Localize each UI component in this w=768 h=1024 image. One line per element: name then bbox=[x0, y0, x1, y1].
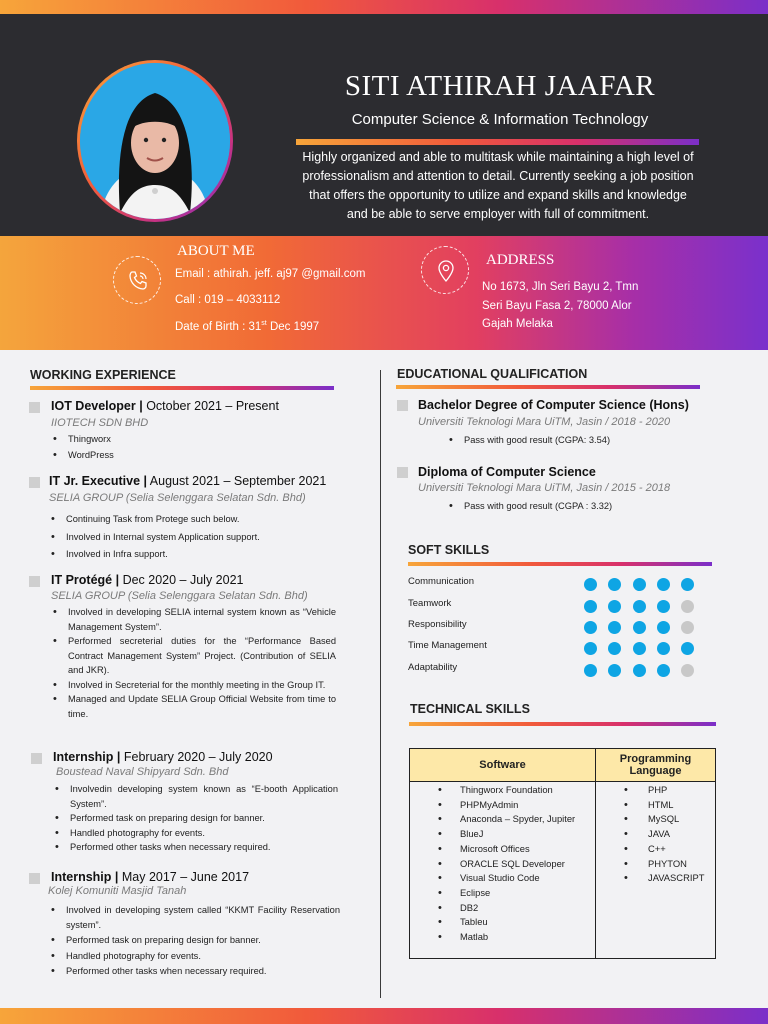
skill-name: Responsibility bbox=[408, 619, 467, 630]
job-company: SELIA GROUP (Selia Selenggara Selatan Sdn. Bhd) bbox=[49, 492, 306, 504]
address-line-1: No 1673, Jln Seri Bayu 2, Tmn bbox=[482, 281, 639, 293]
language-item: • JAVA bbox=[596, 827, 715, 842]
job-marker bbox=[29, 576, 40, 587]
bottom-accent-bar bbox=[0, 1008, 768, 1024]
profile-photo bbox=[80, 63, 230, 219]
list-item: • Managed and Update SELIA Group Official Website from time to time. bbox=[50, 692, 336, 721]
list-item: • WordPress bbox=[50, 448, 330, 464]
education-marker bbox=[397, 467, 408, 478]
column-divider bbox=[380, 370, 381, 998]
job-duties bbox=[52, 782, 338, 855]
phone-text: Call : 019 – 4033112 bbox=[175, 294, 281, 306]
address-line-3: Gajah Melaka bbox=[482, 318, 553, 330]
dob-suffix: Dec 1997 bbox=[266, 320, 320, 333]
skill-dot-filled bbox=[584, 621, 597, 634]
skill-name: Teamwork bbox=[408, 598, 452, 609]
list-item: • Performed task on preparing design for banner. bbox=[48, 933, 340, 948]
language-item: • HTML bbox=[596, 798, 715, 813]
skill-name: Adaptability bbox=[408, 662, 458, 673]
dob-sup: st bbox=[261, 320, 267, 327]
soft-skills-title: SOFT SKILLS bbox=[408, 543, 490, 557]
job-duties bbox=[50, 605, 336, 721]
job-period: Dec 2020 – July 2021 bbox=[119, 573, 244, 587]
software-item: • PHPMyAdmin bbox=[410, 798, 595, 813]
software-item: • Visual Studio Code bbox=[410, 871, 595, 886]
list-item: • Thingworx bbox=[50, 432, 330, 448]
software-item: • BlueJ bbox=[410, 827, 595, 842]
education-results bbox=[446, 499, 696, 514]
job-title bbox=[51, 573, 243, 587]
job-title bbox=[51, 870, 249, 884]
job-role: Internship | bbox=[53, 750, 121, 764]
language-item: • MySQL bbox=[596, 812, 715, 827]
job-role: IT Protégé | bbox=[51, 573, 120, 587]
software-item: • Matlab bbox=[410, 930, 595, 945]
education-marker bbox=[397, 400, 408, 411]
list-item: • Continuing Task from Protege such below. bbox=[48, 511, 338, 529]
programming-language-header: Programming Language bbox=[596, 749, 716, 782]
software-item: • Thingworx Foundation bbox=[410, 783, 595, 798]
software-item: • DB2 bbox=[410, 901, 595, 916]
language-cell bbox=[596, 782, 716, 959]
skill-dot-filled bbox=[608, 621, 621, 634]
list-item: • Handled photography for events. bbox=[52, 826, 338, 841]
section-accent-bar bbox=[30, 386, 334, 390]
skill-dot-filled bbox=[633, 600, 646, 613]
top-accent-bar bbox=[0, 0, 768, 14]
working-experience-title: WORKING EXPERIENCE bbox=[30, 368, 176, 382]
skill-dot-empty bbox=[681, 664, 694, 677]
job-duties bbox=[50, 432, 330, 463]
skill-dot-filled bbox=[657, 621, 670, 634]
list-item: • Involved in developing system called “KKMT Facility Reservation system”. bbox=[48, 903, 340, 933]
job-marker bbox=[29, 477, 40, 488]
technical-skills-title: TECHNICAL SKILLS bbox=[410, 702, 530, 716]
skill-dot-filled bbox=[584, 578, 597, 591]
skill-name: Time Management bbox=[408, 640, 487, 651]
skill-dot-filled bbox=[633, 621, 646, 634]
skill-dot-filled bbox=[657, 664, 670, 677]
about-me-label: ABOUT ME bbox=[177, 243, 255, 259]
list-item: • Pass with good result (CGPA : 3.32) bbox=[446, 499, 696, 514]
job-title bbox=[49, 474, 326, 488]
skill-dot-filled bbox=[657, 600, 670, 613]
list-item: • Involvedin developing system known as “E-booth Application System”. bbox=[52, 782, 338, 811]
skill-dot-filled bbox=[608, 578, 621, 591]
education-title: EDUCATIONAL QUALIFICATION bbox=[397, 367, 588, 381]
contact-band bbox=[0, 236, 768, 350]
school-name: Universiti Teknologi Mara UiTM, Jasin / 2015 - 2018 bbox=[418, 482, 671, 494]
software-item: • Anaconda – Spyder, Jupiter bbox=[410, 812, 595, 827]
skill-dot-empty bbox=[681, 621, 694, 634]
profession-subtitle: Computer Science & Information Technology bbox=[351, 111, 649, 128]
profile-summary: Highly organized and able to multitask while maintaining a high level of professionalism and attention to detail. Currently seeking a job position that offers the opportunity to utilize and expand skills and knowledge and be able to serve employer with full of commitment. bbox=[302, 150, 694, 221]
language-item: • JAVASCRIPT bbox=[596, 871, 715, 886]
education-results bbox=[446, 433, 696, 448]
language-list bbox=[596, 783, 715, 886]
section-accent-bar bbox=[396, 385, 700, 389]
software-item: • Microsoft Offices bbox=[410, 842, 595, 857]
school-name: Universiti Teknologi Mara UiTM, Jasin / 2018 - 2020 bbox=[418, 416, 671, 428]
job-company: SELIA GROUP (Selia Selenggara Selatan Sdn. Bhd) bbox=[51, 590, 308, 602]
skill-dot-filled bbox=[633, 664, 646, 677]
job-role: IOT Developer | bbox=[51, 399, 143, 413]
header bbox=[0, 14, 768, 236]
job-title bbox=[51, 399, 279, 413]
section-accent-bar bbox=[408, 562, 712, 566]
list-item: • Involved in developing SELIA internal system known as “Vehicle Management System”. bbox=[50, 605, 336, 634]
address-label: ADDRESS bbox=[486, 252, 555, 268]
skill-dot-filled bbox=[681, 578, 694, 591]
skill-dot-filled bbox=[657, 578, 670, 591]
list-item: • Handled photography for events. bbox=[48, 949, 340, 964]
full-name: SITI ATHIRAH JAAFAR bbox=[344, 70, 656, 102]
degree-title bbox=[418, 398, 689, 412]
email-text: Email : athirah. jeff. aj97 @gmail.com bbox=[175, 268, 366, 280]
profile-photo-frame bbox=[77, 60, 233, 222]
degree-title bbox=[418, 465, 596, 479]
degree-name: Diploma of Computer Science bbox=[418, 465, 596, 479]
language-item: • PHYTON bbox=[596, 857, 715, 872]
job-marker bbox=[31, 753, 42, 764]
job-company: IIOTECH SDN BHD bbox=[51, 417, 149, 429]
job-role: Internship | bbox=[51, 870, 119, 884]
list-item: • Involved in Secreterial for the monthly meeting in the Group IT. bbox=[50, 678, 336, 693]
skill-dot-filled bbox=[584, 600, 597, 613]
job-title bbox=[53, 750, 273, 764]
skill-dot-filled bbox=[633, 578, 646, 591]
list-item: • Performed other tasks when necessary required. bbox=[52, 840, 338, 855]
software-header: Software bbox=[410, 749, 596, 782]
list-item: • Performed other tasks when necessary required. bbox=[48, 964, 340, 979]
skill-dot-filled bbox=[584, 664, 597, 677]
skill-dot-empty bbox=[681, 600, 694, 613]
technical-skills-table bbox=[409, 748, 716, 959]
software-list bbox=[410, 783, 595, 945]
date-of-birth bbox=[175, 320, 319, 333]
section-accent-bar bbox=[409, 722, 716, 726]
skill-dot-filled bbox=[633, 642, 646, 655]
dob-prefix: Date of Birth : 31 bbox=[175, 320, 262, 333]
skill-dot-filled bbox=[584, 642, 597, 655]
degree-name: Bachelor Degree of Computer Science (Hons) bbox=[418, 398, 689, 412]
language-item: • C++ bbox=[596, 842, 715, 857]
job-role: IT Jr. Executive | bbox=[49, 474, 147, 488]
job-period: August 2021 – September 2021 bbox=[147, 474, 327, 488]
job-period: October 2021 – Present bbox=[142, 399, 279, 413]
skill-dot-filled bbox=[608, 642, 621, 655]
skill-dot-filled bbox=[608, 600, 621, 613]
list-item: • Performed secreterial duties for the “Performance Based Contract Management System” Project. (Contribution of SELIA and JKR). bbox=[50, 634, 336, 678]
software-cell bbox=[410, 782, 596, 959]
address-line-2: Seri Bayu Fasa 2, 78000 Alor bbox=[482, 300, 632, 312]
phone-icon bbox=[113, 256, 161, 304]
job-duties bbox=[48, 511, 338, 564]
job-company: Kolej Komuniti Masjid Tanah bbox=[48, 885, 187, 897]
job-company: Boustead Naval Shipyard Sdn. Bhd bbox=[56, 766, 229, 778]
skill-dot-filled bbox=[657, 642, 670, 655]
list-item: • Involved in Infra support. bbox=[48, 546, 338, 564]
job-duties bbox=[48, 903, 340, 979]
software-item: • ORACLE SQL Developer bbox=[410, 857, 595, 872]
list-item: • Performed task on preparing design for banner. bbox=[52, 811, 338, 826]
skill-name: Communication bbox=[408, 576, 474, 587]
job-marker bbox=[29, 873, 40, 884]
job-period: February 2020 – July 2020 bbox=[120, 750, 273, 764]
software-item: • Eclipse bbox=[410, 886, 595, 901]
job-marker bbox=[29, 402, 40, 413]
job-period: May 2017 – June 2017 bbox=[118, 870, 250, 884]
location-pin-icon bbox=[421, 246, 469, 294]
skill-dot-filled bbox=[608, 664, 621, 677]
list-item: • Pass with good result (CGPA: 3.54) bbox=[446, 433, 696, 448]
skill-dot-filled bbox=[681, 642, 694, 655]
list-item: • Involved in Internal system Application support. bbox=[48, 529, 338, 547]
subtitle-accent-bar bbox=[296, 139, 699, 145]
language-item: • PHP bbox=[596, 783, 715, 798]
software-item: • Tableu bbox=[410, 915, 595, 930]
